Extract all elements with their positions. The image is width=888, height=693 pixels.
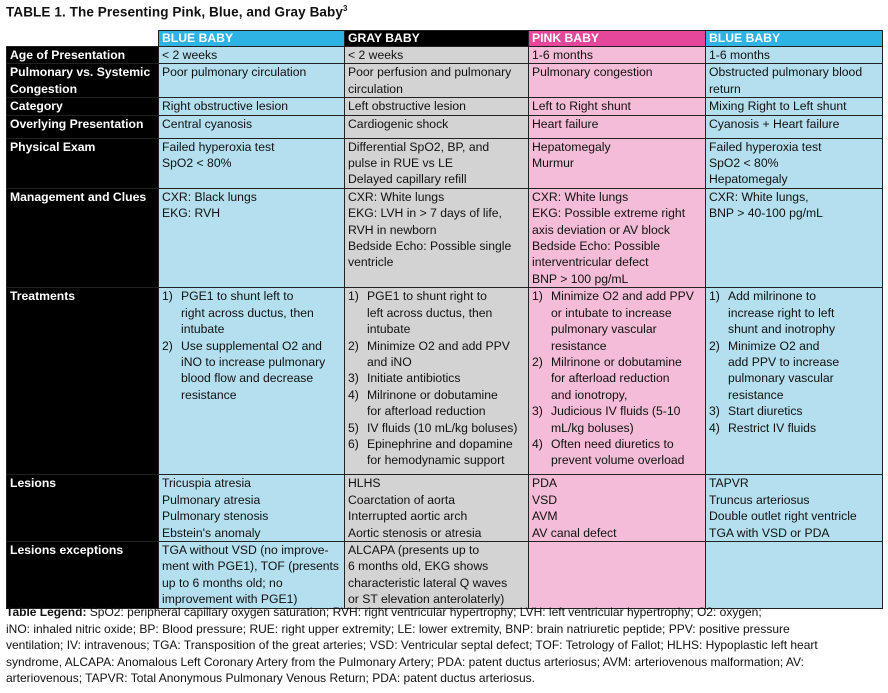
row-label-text: Category xyxy=(10,99,63,114)
list-item xyxy=(532,354,702,403)
cell-text: AV canal defect xyxy=(532,525,617,540)
cell-text: CXR: Black lungs xyxy=(162,189,257,204)
list-item-text: intubate xyxy=(367,322,411,337)
list-item-text: for afterload reduction xyxy=(367,404,486,419)
cell-category-pink-baby xyxy=(529,98,706,115)
cell-text: Aortic stenosis or atresia xyxy=(348,525,482,540)
header-blue-baby-2: BLUE BABY xyxy=(706,31,883,47)
cell-text: Murmur xyxy=(532,156,574,171)
cell-exceptions-gray-baby xyxy=(345,541,529,608)
list-item-text: increase right to left xyxy=(728,305,835,320)
cell-exceptions-blue-baby xyxy=(159,541,345,608)
table-row xyxy=(7,475,883,542)
cell-lesions-gray-baby xyxy=(345,475,529,542)
cell-physical-blue-baby-2 xyxy=(706,138,883,188)
row-label-text: Lesions xyxy=(10,476,57,491)
list-item xyxy=(162,338,341,404)
header-gray-baby: GRAY BABY xyxy=(345,31,529,47)
table-title: TABLE 1. The Presenting Pink, Blue, and Gray Baby$^3$ xyxy=(6,4,348,20)
list-number: 2) xyxy=(532,354,543,369)
list-item-text: Initiate antibiotics xyxy=(367,371,461,386)
cell-age-blue-baby xyxy=(159,47,345,64)
list-number: 3) xyxy=(532,404,543,419)
cell-text: Poor pulmonary circulation xyxy=(162,65,307,80)
list-item xyxy=(348,436,525,469)
cell-text: ventricle xyxy=(348,255,394,270)
list-item-text: for hemodynamic support xyxy=(367,453,505,468)
list-item-text: pulmonary vascular xyxy=(728,371,834,386)
cell-text: Cardiogenic shock xyxy=(348,116,449,131)
list-item-text: Judicious IV fluids (5-10 xyxy=(551,404,681,419)
list-item-text: Add milrinone to xyxy=(728,289,817,304)
cell-text: up to 6 months old; no xyxy=(162,575,283,590)
list-item xyxy=(532,288,702,354)
cell-text: Heart failure xyxy=(532,116,599,131)
list-item xyxy=(532,403,702,436)
cell-overlying-blue-baby xyxy=(159,115,345,138)
cell-text: EKG: Possible extreme right xyxy=(532,206,686,221)
list-item xyxy=(348,338,525,371)
cell-text: 1-6 months xyxy=(532,48,593,62)
cell-text: BNP > 100 pg/mL xyxy=(532,271,629,286)
cell-text: CXR: White lungs, xyxy=(709,189,809,204)
list-item-text: for afterload reduction xyxy=(551,371,670,386)
table-row xyxy=(7,115,883,138)
reference-superscript: 3 xyxy=(342,4,348,13)
list-item xyxy=(532,436,702,469)
table-row xyxy=(7,541,883,608)
list-item-text: resistance xyxy=(728,387,784,402)
row-label-text: Pulmonary vs. Systemic xyxy=(10,65,151,80)
cell-category-gray-baby xyxy=(345,98,529,115)
cell-text: CXR: White lungs xyxy=(348,189,445,204)
cell-text: circulation xyxy=(348,81,403,96)
list-item xyxy=(709,403,879,419)
cell-text: RVH in newborn xyxy=(348,222,437,237)
row-label-lesions xyxy=(7,475,159,542)
cell-text: or ST elevation anterolaterly) xyxy=(348,592,505,607)
cell-text: Double outlet right ventricle xyxy=(709,509,857,524)
cell-treatments-blue-baby xyxy=(159,288,345,475)
list-item-text: mL/kg boluses) xyxy=(551,420,634,435)
table-legend xyxy=(6,604,884,687)
table-row xyxy=(7,138,883,188)
list-item-text: left across ductus, then xyxy=(367,305,493,320)
cell-text: Right obstructive lesion xyxy=(162,99,288,114)
header-pink-baby: PINK BABY xyxy=(529,31,706,47)
list-item-text: IV fluids (10 mL/kg boluses) xyxy=(367,420,518,435)
row-label-management xyxy=(7,188,159,287)
header-row xyxy=(7,31,883,47)
cell-text: 6 months old, EKG shows xyxy=(348,559,489,574)
header-blue-baby: BLUE BABY xyxy=(159,31,345,47)
cell-text: TGA with VSD or PDA xyxy=(709,525,830,540)
row-label-text: Overlying Presentation xyxy=(10,116,144,131)
table-row xyxy=(7,64,883,98)
treatment-list xyxy=(348,288,525,468)
list-item-text: Start diuretics xyxy=(728,404,803,419)
row-label-text: Management and Clues xyxy=(10,189,147,204)
cell-text: axis deviation or AV block xyxy=(532,222,670,237)
cell-text: ment with PGE1), TOF (presents xyxy=(162,559,340,574)
cell-management-blue-baby xyxy=(159,188,345,287)
cell-text: TGA without VSD (no improve- xyxy=(162,542,329,557)
cell-lesions-blue-baby-2 xyxy=(706,475,883,542)
list-item-text: blood flow and decrease xyxy=(181,371,314,386)
treatment-list xyxy=(709,288,879,436)
table-row xyxy=(7,98,883,115)
cell-physical-pink-baby xyxy=(529,138,706,188)
list-number: 4) xyxy=(348,387,359,402)
cell-text: characteristic lateral Q waves xyxy=(348,575,508,590)
header-corner xyxy=(7,31,159,47)
cell-text: Hepatomegaly xyxy=(709,172,788,187)
list-item-text: Restrict IV fluids xyxy=(728,420,817,435)
cell-text: < 2 weeks xyxy=(348,48,404,62)
cell-text: SpO2 < 80% xyxy=(709,156,779,171)
cell-treatments-blue-baby-2 xyxy=(706,288,883,475)
cell-category-blue-baby-2 xyxy=(706,98,883,115)
list-number: 4) xyxy=(709,420,720,435)
list-item xyxy=(162,288,341,337)
list-item-text: and ionotropy, xyxy=(551,387,628,402)
list-item-text: PGE1 to shunt right to xyxy=(367,289,487,304)
cell-text: Left to Right shunt xyxy=(532,99,631,114)
cell-text: Failed hyperoxia test xyxy=(709,139,822,154)
row-label-text: Age of Presentation xyxy=(10,48,126,62)
cell-pulm-blue-baby-2 xyxy=(706,64,883,98)
cell-text: Left obstructive lesion xyxy=(348,99,466,114)
cell-text: Bedside Echo: Possible single xyxy=(348,239,512,254)
list-item-text: PGE1 to shunt left to xyxy=(181,289,294,304)
cell-physical-gray-baby xyxy=(345,138,529,188)
table-row xyxy=(7,288,883,475)
cell-pulm-blue-baby xyxy=(159,64,345,98)
cell-text: Coarctation of aorta xyxy=(348,492,456,507)
list-item xyxy=(348,420,525,436)
list-number: 3) xyxy=(709,404,720,419)
list-item-text: Use supplemental O2 and xyxy=(181,338,322,353)
list-item-text: Milrinone or dobutamine xyxy=(367,387,498,402)
legend-line: iNO: inhaled nitric oxide; BP: Blood pressure; RUE: right upper extremity; LE: lower extremity, BNP: brain natriuretic peptide; PPV: positive pressure xyxy=(6,621,790,636)
list-item-text: Minimize O2 and add PPV xyxy=(367,338,510,353)
list-item-text: shunt and inotrophy xyxy=(728,322,836,337)
cell-text: Hepatomegaly xyxy=(532,139,611,154)
list-item-text: intubate xyxy=(181,322,225,337)
list-item-text: resistance xyxy=(181,387,237,402)
cell-text: PDA xyxy=(532,476,558,491)
cell-text: ALCAPA (presents up to xyxy=(348,542,480,557)
cell-text: Pulmonary congestion xyxy=(532,65,653,80)
list-item-text: add PPV to increase xyxy=(728,354,840,369)
cell-text: Failed hyperoxia test xyxy=(162,139,275,154)
list-item-text: right across ductus, then xyxy=(181,305,314,320)
list-number: 1) xyxy=(709,289,720,304)
list-number: 3) xyxy=(348,371,359,386)
cell-exceptions-blue-baby-2 xyxy=(706,541,883,608)
row-label-overlying xyxy=(7,115,159,138)
cell-text: < 2 weeks xyxy=(162,48,218,62)
list-item-text: iNO to increase pulmonary xyxy=(181,354,326,369)
list-number: 4) xyxy=(532,436,543,451)
list-item-text: Epinephrine and dopamine xyxy=(367,436,513,451)
row-label-exceptions xyxy=(7,541,159,608)
row-label-text: Physical Exam xyxy=(10,139,96,154)
row-label-category xyxy=(7,98,159,115)
list-item-text: resistance xyxy=(551,338,607,353)
cell-management-pink-baby xyxy=(529,188,706,287)
cell-exceptions-pink-baby xyxy=(529,541,706,608)
cell-management-gray-baby xyxy=(345,188,529,287)
list-number: 2) xyxy=(162,338,173,353)
legend-line: SpO2: peripheral capillary oxygen saturation; RVH: right ventricular hypertrophy; LVH: left ventricular hypertrophy; O2: oxygen; xyxy=(89,605,762,619)
row-label-text: Treatments xyxy=(10,289,76,304)
list-item xyxy=(709,420,879,436)
legend-line: ventilation; IV: intravenous; TGA: Transposition of the great arteries; VSD: Ventricular septal defect; TOF: Tetrology of Fallot; HLHS: Hypoplastic left heart xyxy=(6,638,818,653)
list-item xyxy=(709,288,879,337)
cell-overlying-blue-baby-2 xyxy=(706,115,883,138)
row-label-treatments xyxy=(7,288,159,475)
cell-text: SpO2 < 80% xyxy=(162,156,232,171)
cell-text: Pulmonary atresia xyxy=(162,492,261,507)
list-number: 5) xyxy=(348,420,359,435)
list-item xyxy=(348,370,525,386)
list-item-text: Often need diuretics to xyxy=(551,436,674,451)
cell-lesions-pink-baby xyxy=(529,475,706,542)
cell-physical-blue-baby xyxy=(159,138,345,188)
cell-text: Interrupted aortic arch xyxy=(348,509,468,524)
cell-text: Ebstein's anomaly xyxy=(162,525,261,540)
cell-text: improvement with PGE1) xyxy=(162,592,298,607)
list-item xyxy=(348,288,525,337)
cell-text: Bedside Echo: Possible xyxy=(532,239,661,254)
list-item-text: Milrinone or dobutamine xyxy=(551,354,682,369)
cell-text: Differential SpO2, BP, and xyxy=(348,139,490,154)
cell-text: VSD xyxy=(532,492,558,507)
cell-text: Obstructed pulmonary blood xyxy=(709,65,863,80)
list-number: 2) xyxy=(709,338,720,353)
cell-age-gray-baby xyxy=(345,47,529,64)
list-item-text: or intubate to increase xyxy=(551,305,672,320)
legend-line: syndrome, ALCAPA: Anomalous Left Coronary Artery from the Pulmonary Artery; PDA: patent ductus arteriosus; AVM: arteriovenous malformation; AV: xyxy=(6,654,804,669)
treatment-list xyxy=(162,288,341,403)
cell-overlying-pink-baby xyxy=(529,115,706,138)
cell-text: Delayed capillary refill xyxy=(348,172,467,187)
cell-category-blue-baby xyxy=(159,98,345,115)
list-number: 2) xyxy=(348,338,359,353)
cell-treatments-gray-baby xyxy=(345,288,529,475)
legend-line: arteriovenous; TAPVR: Total Anonymous Pulmonary Venous Return; PDA: patent ductus arteriosus. xyxy=(6,671,535,686)
list-item-text: Minimize O2 and xyxy=(728,338,820,353)
row-label-physical xyxy=(7,138,159,188)
cell-text: EKG: LVH in > 7 days of life, xyxy=(348,206,502,221)
list-number: 1) xyxy=(162,289,173,304)
cell-text: TAPVR xyxy=(709,476,749,491)
cell-pulm-gray-baby xyxy=(345,64,529,98)
row-label-text: Congestion xyxy=(10,81,78,96)
list-number: 1) xyxy=(532,289,543,304)
list-item-text: Minimize O2 and add PPV xyxy=(551,289,694,304)
cell-text: AVM xyxy=(532,509,558,524)
cell-text: HLHS xyxy=(348,476,381,491)
list-number: 1) xyxy=(348,289,359,304)
cell-pulm-pink-baby xyxy=(529,64,706,98)
cell-text: pulse in RUE vs LE xyxy=(348,156,453,171)
cell-text: Poor perfusion and pulmonary xyxy=(348,65,512,80)
cell-age-blue-baby-2 xyxy=(706,47,883,64)
cell-text: Tricuspia atresia xyxy=(162,476,251,491)
cell-text: Cyanosis + Heart failure xyxy=(709,116,840,131)
cell-treatments-pink-baby xyxy=(529,288,706,475)
list-item-text: prevent volume overload xyxy=(551,453,685,468)
cell-text: Truncus arteriosus xyxy=(709,492,810,507)
cell-age-pink-baby xyxy=(529,47,706,64)
list-item-text: pulmonary vascular xyxy=(551,322,657,337)
table-row xyxy=(7,47,883,64)
cell-text: Mixing Right to Left shunt xyxy=(709,99,847,114)
cell-text: Pulmonary stenosis xyxy=(162,509,269,524)
cell-text: BNP > 40-100 pg/mL xyxy=(709,206,823,221)
legend-label: Table Legend: xyxy=(6,605,87,619)
cell-text: Central cyanosis xyxy=(162,116,253,131)
treatment-list xyxy=(532,288,702,468)
cell-management-blue-baby-2 xyxy=(706,188,883,287)
cell-overlying-gray-baby xyxy=(345,115,529,138)
presenting-baby-table xyxy=(6,30,883,609)
cell-text: 1-6 months xyxy=(709,48,770,62)
list-number: 6) xyxy=(348,436,359,451)
cell-text: interventricular defect xyxy=(532,255,649,270)
row-label-text: Lesions exceptions xyxy=(10,542,124,557)
list-item xyxy=(709,338,879,404)
row-label-age xyxy=(7,47,159,64)
list-item xyxy=(348,387,525,420)
row-label-pulm xyxy=(7,64,159,98)
table-row xyxy=(7,188,883,287)
list-item-text: and iNO xyxy=(367,354,412,369)
cell-text: EKG: RVH xyxy=(162,206,221,221)
cell-text: CXR: White lungs xyxy=(532,189,629,204)
cell-lesions-blue-baby xyxy=(159,475,345,542)
cell-text: return xyxy=(709,81,741,96)
